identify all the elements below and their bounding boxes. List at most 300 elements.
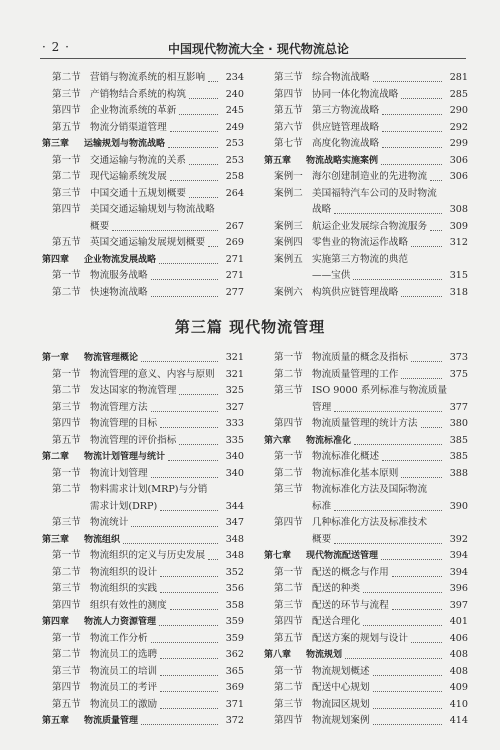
toc-dot-leader — [411, 361, 442, 362]
toc-page-number: 264 — [225, 187, 244, 199]
toc-dot-leader — [160, 691, 218, 692]
toc-entry-row — [42, 565, 244, 581]
toc-entry-row — [42, 383, 244, 399]
toc-entry-row — [264, 350, 468, 366]
toc-entry-title: 企业物流系统的革新 — [90, 105, 177, 116]
toc-entry-title: 物流员工的选聘 — [90, 649, 158, 660]
toc-dot-leader — [334, 510, 442, 511]
toc-entry-row — [264, 466, 468, 482]
toc-entry-title: 美国交通运输规划与物流战略 — [90, 204, 215, 215]
toc-entry-title: 现代运输系统发展 — [90, 171, 167, 182]
toc-dot-leader — [382, 131, 442, 132]
toc-dot-leader — [354, 444, 442, 445]
toc-chapter-row — [42, 713, 244, 729]
toc-dot-leader — [179, 394, 218, 395]
toc-entry-number: 第一节 — [274, 665, 303, 677]
toc-entry-title: 航运企业发展综合物流服务 — [312, 220, 428, 232]
toc-page-number: 309 — [449, 220, 468, 232]
toc-entry-title: 物流组织 — [84, 534, 121, 545]
toc-entry-row — [42, 466, 244, 482]
toc-page-number: 340 — [225, 451, 244, 462]
toc-entry-number: 第二节 — [52, 72, 81, 83]
toc-entry-number: 第五节 — [52, 698, 81, 710]
toc-entry-row — [264, 499, 468, 515]
toc-entry-title: 协同一体化物流战略 — [312, 88, 399, 100]
toc-entry-row — [42, 581, 244, 597]
toc-entry-number: 案例四 — [274, 237, 303, 248]
toc-entry-row — [264, 268, 468, 284]
toc-page-number: 321 — [225, 352, 244, 363]
toc-entry-row — [42, 647, 244, 663]
toc-page-number: 344 — [225, 500, 244, 512]
toc-dot-leader — [401, 378, 442, 379]
toc-entry-row — [42, 416, 244, 432]
toc-entry-number: 第二节 — [52, 171, 81, 182]
toc-entry-row — [264, 136, 468, 152]
toc-entry-title: 海尔创建制造业的先进物流 — [312, 171, 428, 182]
toc-dot-leader — [131, 526, 218, 527]
toc-dot-leader — [382, 460, 442, 461]
toc-entry-title: 需求计划(DRP) — [90, 500, 158, 512]
toc-entry-title: 物流管理概论 — [84, 353, 139, 363]
toc-entry-row — [42, 680, 244, 696]
toc-entry-number: 案例二 — [274, 187, 303, 199]
toc-entry-title: 物流统计 — [90, 517, 129, 528]
toc-entry-title: 物流人力资源管理 — [84, 617, 157, 627]
toc-chapter-row — [264, 548, 468, 564]
toc-entry-row — [264, 532, 468, 548]
toc-entry-row — [264, 713, 468, 729]
toc-entry-number: 第二节 — [274, 368, 303, 380]
toc-dot-leader — [151, 279, 218, 280]
toc-page-number: 362 — [225, 649, 244, 660]
toc-entry-row — [264, 252, 468, 268]
toc-entry-title: 物流员工的培训 — [90, 665, 158, 677]
toc-page-number: 401 — [449, 616, 468, 627]
toc-entry-number: 第五节 — [52, 237, 81, 248]
toc-dot-leader — [159, 625, 218, 626]
toc-entry-title: 物流规划案例 — [312, 715, 370, 726]
toc-entry-title: 零售业的物流运作战略 — [312, 237, 408, 248]
toc-entry-number: 第七节 — [274, 138, 303, 149]
toc-page-number: 306 — [449, 171, 468, 182]
toc-page-number: 394 — [449, 550, 468, 561]
toc-page-number: 253 — [225, 138, 244, 149]
toc-entry-title: 物流质量管理的工作 — [312, 368, 399, 380]
toc-page-number: 388 — [449, 467, 468, 479]
toc-entry-row — [42, 153, 244, 169]
toc-entry-number: 第一节 — [52, 632, 81, 644]
toc-page-number: 258 — [225, 171, 244, 182]
toc-dot-leader — [151, 411, 218, 412]
toc-dot-leader — [159, 263, 218, 264]
toc-entry-number: 第二节 — [52, 385, 81, 396]
toc-entry-title: 快速物流战略 — [90, 286, 148, 298]
toc-entry-number: 第一节 — [52, 368, 81, 380]
toc-entry-number: 第五章 — [264, 155, 292, 166]
toc-entry-title: 物流计划管理与统计 — [84, 452, 166, 462]
toc-entry-number: 案例六 — [274, 286, 303, 298]
toc-entry-title: 物料需求计划(MRP)与分销 — [90, 484, 208, 495]
toc-page-number: 267 — [225, 220, 244, 232]
toc-entry-number: 第四节 — [274, 517, 303, 528]
toc-dot-leader — [151, 296, 218, 297]
toc-entry-title: 物流标准化基本原则 — [312, 467, 399, 479]
toc-page-number: 348 — [225, 533, 244, 545]
toc-entry-row — [42, 70, 244, 86]
toc-dot-leader — [392, 576, 442, 577]
toc-page-number: 359 — [225, 632, 244, 644]
toc-entry-title: 物流规划概述 — [312, 665, 370, 677]
toc-page-number: 318 — [449, 286, 468, 298]
toc-entry-number: 第三节 — [52, 88, 81, 100]
toc-entry-title: 高度化物流战略 — [312, 138, 380, 149]
toc-entry-number: 第四节 — [52, 682, 81, 693]
toc-page-number: 271 — [225, 253, 244, 265]
toc-dot-leader — [208, 559, 218, 560]
toc-entry-row — [264, 400, 468, 416]
toc-entry-row — [42, 367, 244, 383]
toc-dot-leader — [334, 411, 442, 412]
toc-entry-number: 第二节 — [274, 583, 303, 594]
toc-page-number: 315 — [449, 270, 468, 281]
toc-page-number: 352 — [225, 566, 244, 578]
toc-entry-row — [42, 87, 244, 103]
toc-entry-title: 物流标准化概述 — [312, 451, 380, 462]
toc-entry-row — [42, 103, 244, 119]
toc-entry-number: 第三节 — [274, 698, 303, 710]
toc-entry-row — [42, 433, 244, 449]
toc-page-number: 325 — [225, 385, 244, 396]
toc-entry-row — [264, 87, 468, 103]
part-title: 第三篇 现代物流管理 — [174, 318, 326, 336]
toc-dot-leader — [170, 131, 218, 132]
toc-entry-row — [264, 202, 468, 218]
toc-entry-row — [42, 548, 244, 564]
toc-entry-number: 第三节 — [274, 599, 303, 611]
toc-entry-title: 物流质量管理的统计方法 — [312, 418, 418, 429]
toc-dot-leader — [373, 724, 442, 725]
toc-page-number: 281 — [449, 72, 468, 83]
toc-dot-leader — [151, 642, 218, 643]
toc-entry-number: 案例一 — [274, 171, 303, 182]
toc-dot-leader — [160, 658, 218, 659]
toc-entry-row — [264, 614, 468, 630]
toc-page-number: 285 — [449, 88, 468, 100]
toc-entry-row — [42, 219, 244, 235]
toc-dot-leader — [168, 460, 218, 461]
toc-dot-leader — [123, 543, 218, 544]
toc-entry-row — [42, 268, 244, 284]
toc-entry-row — [42, 598, 244, 614]
toc-dot-leader — [430, 180, 442, 181]
toc-page-number: 396 — [449, 583, 468, 594]
toc-entry-number: 第七章 — [264, 551, 292, 561]
toc-entry-number: 案例三 — [274, 220, 303, 232]
toc-chapter-row — [42, 350, 244, 366]
toc-entry-title: 企业物流发展战略 — [84, 254, 157, 265]
toc-entry-title: 概要 — [90, 220, 110, 232]
toc-entry-title: 物流质量的概念及指标 — [312, 352, 408, 363]
toc-dot-leader — [353, 279, 442, 280]
toc-dot-leader — [334, 543, 442, 544]
toc-dot-leader — [430, 230, 442, 231]
toc-page-number: 373 — [449, 352, 468, 363]
toc-entry-title: 产销物结合系统的构筑 — [90, 88, 186, 100]
toc-page-number: 397 — [449, 599, 468, 611]
toc-page-number: 369 — [225, 682, 244, 693]
toc-entry-number: 第一节 — [52, 270, 81, 281]
toc-entry-row — [42, 664, 244, 680]
toc-entry-number: 第二节 — [52, 286, 81, 298]
toc-entry-row — [42, 697, 244, 713]
toc-entry-number: 第四章 — [42, 617, 70, 627]
toc-entry-row — [264, 169, 468, 185]
toc-entry-title: 配送的环节与流程 — [312, 599, 389, 611]
toc-dot-leader — [170, 180, 218, 181]
toc-entry-title: 物流组织的实践 — [90, 583, 158, 594]
toc-page-number: 394 — [449, 566, 468, 578]
toc-dot-leader — [179, 444, 218, 445]
toc-entry-number: 第四节 — [274, 715, 303, 726]
toc-dot-leader — [151, 477, 218, 478]
toc-entry-title: 供应链管理战略 — [312, 121, 380, 133]
toc-chapter-row — [264, 433, 468, 449]
toc-entry-row — [264, 664, 468, 680]
toc-entry-title: 物流分销渠道管理 — [90, 121, 167, 133]
toc-page-number: 392 — [449, 533, 468, 545]
toc-entry-row — [264, 416, 468, 432]
toc-entry-title: 组织有效性的测度 — [90, 599, 167, 611]
toc-entry-title: 英国交通运输发展规划概要 — [90, 237, 206, 248]
toc-dot-leader — [168, 147, 218, 148]
toc-dot-leader — [334, 213, 442, 214]
toc-entry-row — [264, 631, 468, 647]
toc-entry-title: 物流工作分析 — [90, 632, 148, 644]
toc-entry-number: 第一节 — [274, 566, 303, 578]
toc-entry-number: 第三节 — [274, 484, 303, 495]
toc-entry-row — [264, 565, 468, 581]
toc-dot-leader — [382, 114, 442, 115]
toc-page-number: 253 — [225, 154, 244, 166]
toc-entry-row — [42, 186, 244, 202]
toc-entry-number: 第一节 — [274, 352, 303, 363]
toc-dot-leader — [170, 609, 218, 610]
toc-entry-number: 第四节 — [52, 599, 81, 611]
toc-entry-row — [42, 285, 244, 301]
toc-entry-title: 物流管理方法 — [90, 401, 148, 413]
toc-entry-number: 第一章 — [42, 353, 70, 363]
toc-dot-leader — [363, 592, 442, 593]
toc-entry-row — [264, 482, 468, 498]
toc-page-number: 277 — [225, 286, 244, 298]
toc-entry-title: 物流员工的激励 — [90, 698, 158, 710]
toc-entry-title: 物流组织的设计 — [90, 566, 158, 578]
toc-entry-row — [42, 631, 244, 647]
toc-entry-number: 第二节 — [52, 566, 81, 578]
toc-entry-row — [42, 120, 244, 136]
toc-entry-row — [42, 202, 244, 218]
toc-entry-title: 美国福特汽车公司的及时物流 — [312, 187, 437, 199]
header-rule — [40, 58, 466, 59]
toc-dot-leader — [141, 361, 218, 362]
toc-page-number: 269 — [225, 237, 244, 248]
toc-dot-leader — [189, 197, 218, 198]
toc-entry-row — [264, 186, 468, 202]
toc-entry-title: 标准 — [312, 500, 332, 512]
toc-entry-number: 第二章 — [42, 452, 70, 462]
toc-entry-number: 第八章 — [264, 650, 292, 660]
toc-page-number: 234 — [225, 72, 244, 83]
toc-chapter-row — [264, 647, 468, 663]
toc-dot-leader — [112, 230, 218, 231]
toc-entry-number: 第六节 — [274, 121, 303, 133]
toc-page-number: 408 — [449, 665, 468, 677]
toc-dot-leader — [160, 510, 218, 511]
toc-dot-leader — [208, 81, 218, 82]
toc-page-number: 321 — [225, 368, 244, 380]
toc-entry-row — [264, 515, 468, 531]
toc-entry-title: 实施第三方物流的典范 — [312, 253, 408, 265]
toc-entry-title: 物流园区规划 — [312, 698, 370, 710]
toc-dot-leader — [179, 114, 218, 115]
toc-page-number: 240 — [225, 88, 244, 100]
toc-page-number: 408 — [449, 649, 468, 660]
toc-entry-row — [264, 680, 468, 696]
toc-dot-leader — [401, 477, 442, 478]
toc-entry-title: 物流计划管理 — [90, 467, 148, 479]
toc-entry-number: 第四节 — [274, 88, 303, 100]
toc-dot-leader — [382, 147, 442, 148]
toc-entry-number: 第三节 — [52, 517, 81, 528]
toc-entry-number: 第三章 — [42, 139, 70, 149]
toc-page-number: 390 — [449, 500, 468, 512]
toc-page-number: 385 — [449, 451, 468, 462]
toc-entry-title: 物流标准化 — [306, 435, 352, 446]
toc-page-number: 347 — [225, 517, 244, 528]
toc-page-number: 308 — [449, 204, 468, 215]
toc-entry-title: 物流规划 — [306, 650, 343, 660]
toc-entry-title: 物流员工的考评 — [90, 682, 158, 693]
toc-dot-leader — [160, 675, 218, 676]
toc-entry-number: 第三节 — [52, 665, 81, 677]
toc-entry-title: 配送的概念与作用 — [312, 566, 389, 578]
toc-entry-row — [264, 70, 468, 86]
toc-dot-leader — [381, 559, 442, 560]
toc-entry-number: 第二节 — [274, 682, 303, 693]
toc-page-number: 327 — [225, 401, 244, 413]
toc-page-number: 340 — [225, 467, 244, 479]
toc-entry-number: 第四章 — [42, 254, 70, 265]
toc-entry-row — [264, 598, 468, 614]
toc-page-number: 377 — [449, 401, 468, 413]
toc-entry-title: 物流质量管理 — [84, 716, 139, 726]
toc-page-number: 245 — [225, 105, 244, 116]
toc-dot-leader — [401, 98, 442, 99]
toc-entry-number: 第一节 — [274, 451, 303, 462]
toc-entry-title: 物流管理的意义、内容与原则 — [90, 368, 215, 380]
toc-dot-leader — [160, 592, 218, 593]
toc-entry-title: 配送合理化 — [312, 616, 360, 627]
toc-entry-title: ——宝供 — [312, 270, 351, 281]
toc-dot-leader — [373, 675, 442, 676]
toc-chapter-row — [42, 532, 244, 548]
toc-entry-title: 概要 — [312, 533, 332, 545]
toc-page-number: 371 — [225, 698, 244, 710]
toc-entry-title: 配送的种类 — [312, 583, 360, 594]
toc-chapter-row — [42, 449, 244, 465]
toc-page-number: 380 — [449, 418, 468, 429]
toc-page-number: 335 — [225, 434, 244, 446]
toc-dot-leader — [381, 164, 442, 165]
toc-entry-number: 第一节 — [52, 154, 81, 166]
toc-entry-row — [42, 169, 244, 185]
toc-entry-title: 物流管理的目标 — [90, 418, 158, 429]
toc-page-number: 348 — [225, 550, 244, 561]
toc-entry-title: 物流管理的评价指标 — [90, 434, 177, 446]
toc-entry-number: 第四节 — [52, 204, 81, 215]
toc-dot-leader — [363, 625, 442, 626]
toc-entry-title: ISO 9000 系列标准与物流质量 — [312, 385, 448, 396]
toc-entry-row — [264, 120, 468, 136]
toc-entry-row — [42, 515, 244, 531]
toc-page-number: 375 — [449, 368, 468, 380]
toc-entry-title: 物流战略实施案例 — [306, 155, 379, 166]
toc-entry-number: 第二节 — [52, 484, 81, 495]
toc-entry-number: 第五节 — [52, 434, 81, 446]
toc-entry-number: 第三节 — [52, 583, 81, 594]
toc-entry-title: 物流服务战略 — [90, 270, 148, 281]
toc-entry-row — [264, 697, 468, 713]
toc-chapter-row — [42, 614, 244, 630]
toc-entry-number: 第三节 — [274, 72, 303, 83]
toc-entry-number: 第三节 — [274, 385, 303, 396]
toc-entry-row — [42, 482, 244, 498]
toc-entry-title: 几种标准化方法及标准技术 — [312, 517, 428, 528]
toc-entry-title: 现代物流配送管理 — [306, 551, 379, 561]
toc-entry-row — [264, 383, 468, 399]
toc-entry-title: 运输规划与物流战略 — [84, 139, 166, 149]
toc-entry-row — [264, 581, 468, 597]
toc-entry-title: 战略 — [312, 204, 332, 215]
toc-entry-title: 管理 — [312, 401, 332, 413]
toc-entry-title: 发达国家的物流管理 — [90, 385, 177, 396]
toc-entry-number: 第二节 — [52, 649, 81, 660]
toc-dot-leader — [345, 658, 442, 659]
toc-entry-row — [264, 449, 468, 465]
toc-entry-number: 第六章 — [264, 435, 292, 446]
toc-page-number: 365 — [225, 665, 244, 677]
toc-page-number: 414 — [449, 715, 468, 726]
toc-entry-row — [264, 285, 468, 301]
toc-entry-row — [42, 400, 244, 416]
running-title: 中国现代物流大全 · 现代物流总论 — [168, 42, 349, 56]
toc-entry-title: 构筑供应链管理战略 — [312, 286, 399, 298]
toc-dot-leader — [392, 609, 442, 610]
toc-dot-leader — [421, 427, 442, 428]
toc-dot-leader — [373, 708, 442, 709]
toc-entry-title: 配送中心规划 — [312, 682, 370, 693]
toc-entry-number: 第四节 — [274, 616, 303, 627]
toc-dot-leader — [160, 427, 218, 428]
toc-entry-row — [264, 235, 468, 251]
toc-dot-leader — [373, 81, 442, 82]
toc-entry-row — [264, 367, 468, 383]
toc-page-number: 299 — [449, 138, 468, 149]
toc-page-number: 372 — [225, 715, 244, 726]
toc-page-number: 406 — [449, 632, 468, 644]
toc-entry-row — [42, 235, 244, 251]
